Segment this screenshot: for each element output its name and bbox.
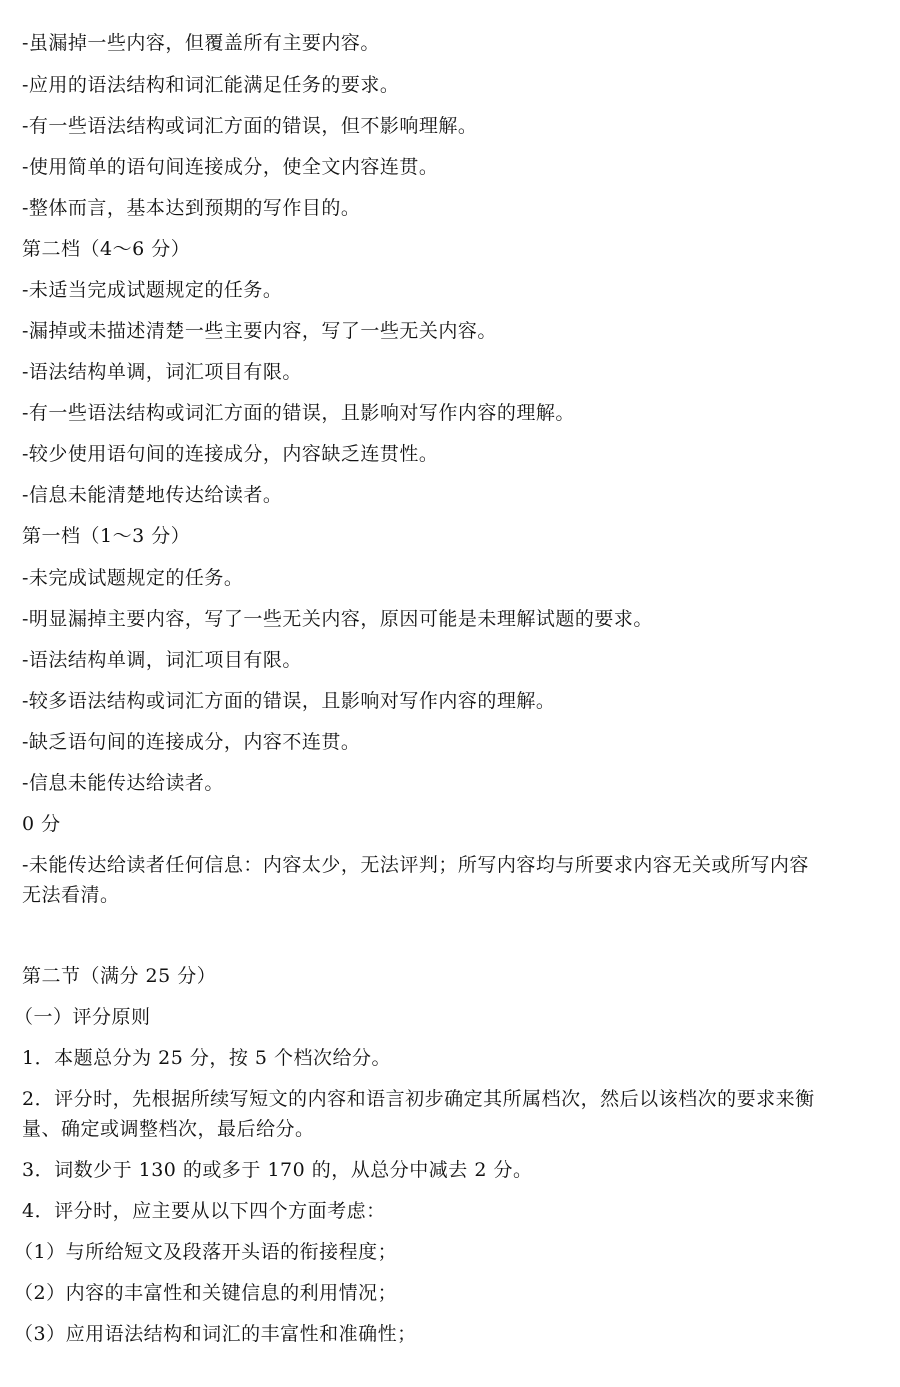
grade1-item-1: -未完成试题规定的任务。 [22,567,244,589]
grade1-heading: 第一档（1～3 分） [22,525,191,547]
grade2-item-6: -信息未能清楚地传达给读者。 [22,484,283,506]
grade1-item-6: -信息未能传达给读者。 [22,772,224,794]
grade1-item-5: -缺乏语句间的连接成分，内容不连贯。 [22,731,361,753]
grade0-item-line1: -未能传达给读者任何信息：内容太少，无法评判；所写内容均与所要求内容无关或所写内容 [22,854,809,876]
grade2-heading: 第二档（4～6 分） [22,238,191,260]
section2-heading: 第二节（满分 25 分） [22,965,217,987]
grade2-item-4: -有一些语法结构或词汇方面的错误，且影响对写作内容的理解。 [22,402,575,424]
grade3-item-5: -整体而言，基本达到预期的写作目的。 [22,197,361,219]
grade3-item-4: -使用简单的语句间连接成分，使全文内容连贯。 [22,156,439,178]
aspect-3: （3）应用语法结构和词汇的丰富性和准确性； [14,1323,417,1345]
grade2-item-5: -较少使用语句间的连接成分，内容缺乏连贯性。 [22,443,439,465]
grade0-item-line2: 无法看清。 [22,884,120,906]
grade1-item-2: -明显漏掉主要内容，写了一些无关内容，原因可能是未理解试题的要求。 [22,608,653,630]
rule-1: 1．本题总分为 25 分，按 5 个档次给分。 [22,1047,392,1069]
grade3-item-3: -有一些语法结构或词汇方面的错误，但不影响理解。 [22,115,478,137]
grade3-item-1: -虽漏掉一些内容，但覆盖所有主要内容。 [22,32,380,54]
rule-4: 4．评分时，应主要从以下四个方面考虑： [22,1200,386,1222]
aspect-1: （1）与所给短文及段落开头语的衔接程度； [14,1241,398,1263]
grade2-item-2: -漏掉或未描述清楚一些主要内容，写了一些无关内容。 [22,320,497,342]
grade3-item-2: -应用的语法结构和词汇能满足任务的要求。 [22,74,400,96]
principles-heading: （一）评分原则 [14,1006,151,1028]
rule-2-line1: 2．评分时，先根据所续写短文的内容和语言初步确定其所属档次，然后以该档次的要求来衡 [22,1088,815,1110]
grade1-item-3: -语法结构单调，词汇项目有限。 [22,649,302,671]
grade2-item-1: -未适当完成试题规定的任务。 [22,279,283,301]
rule-3: 3．词数少于 130 的或多于 170 的，从总分中减去 2 分。 [22,1159,533,1181]
grade1-item-4: -较多语法结构或词汇方面的错误，且影响对写作内容的理解。 [22,690,556,712]
aspect-2: （2）内容的丰富性和关键信息的利用情况； [14,1282,398,1304]
rule-2-line2: 量、确定或调整档次，最后给分。 [22,1118,315,1140]
grade2-item-3: -语法结构单调，词汇项目有限。 [22,361,302,383]
grade0-heading: 0 分 [22,813,61,835]
